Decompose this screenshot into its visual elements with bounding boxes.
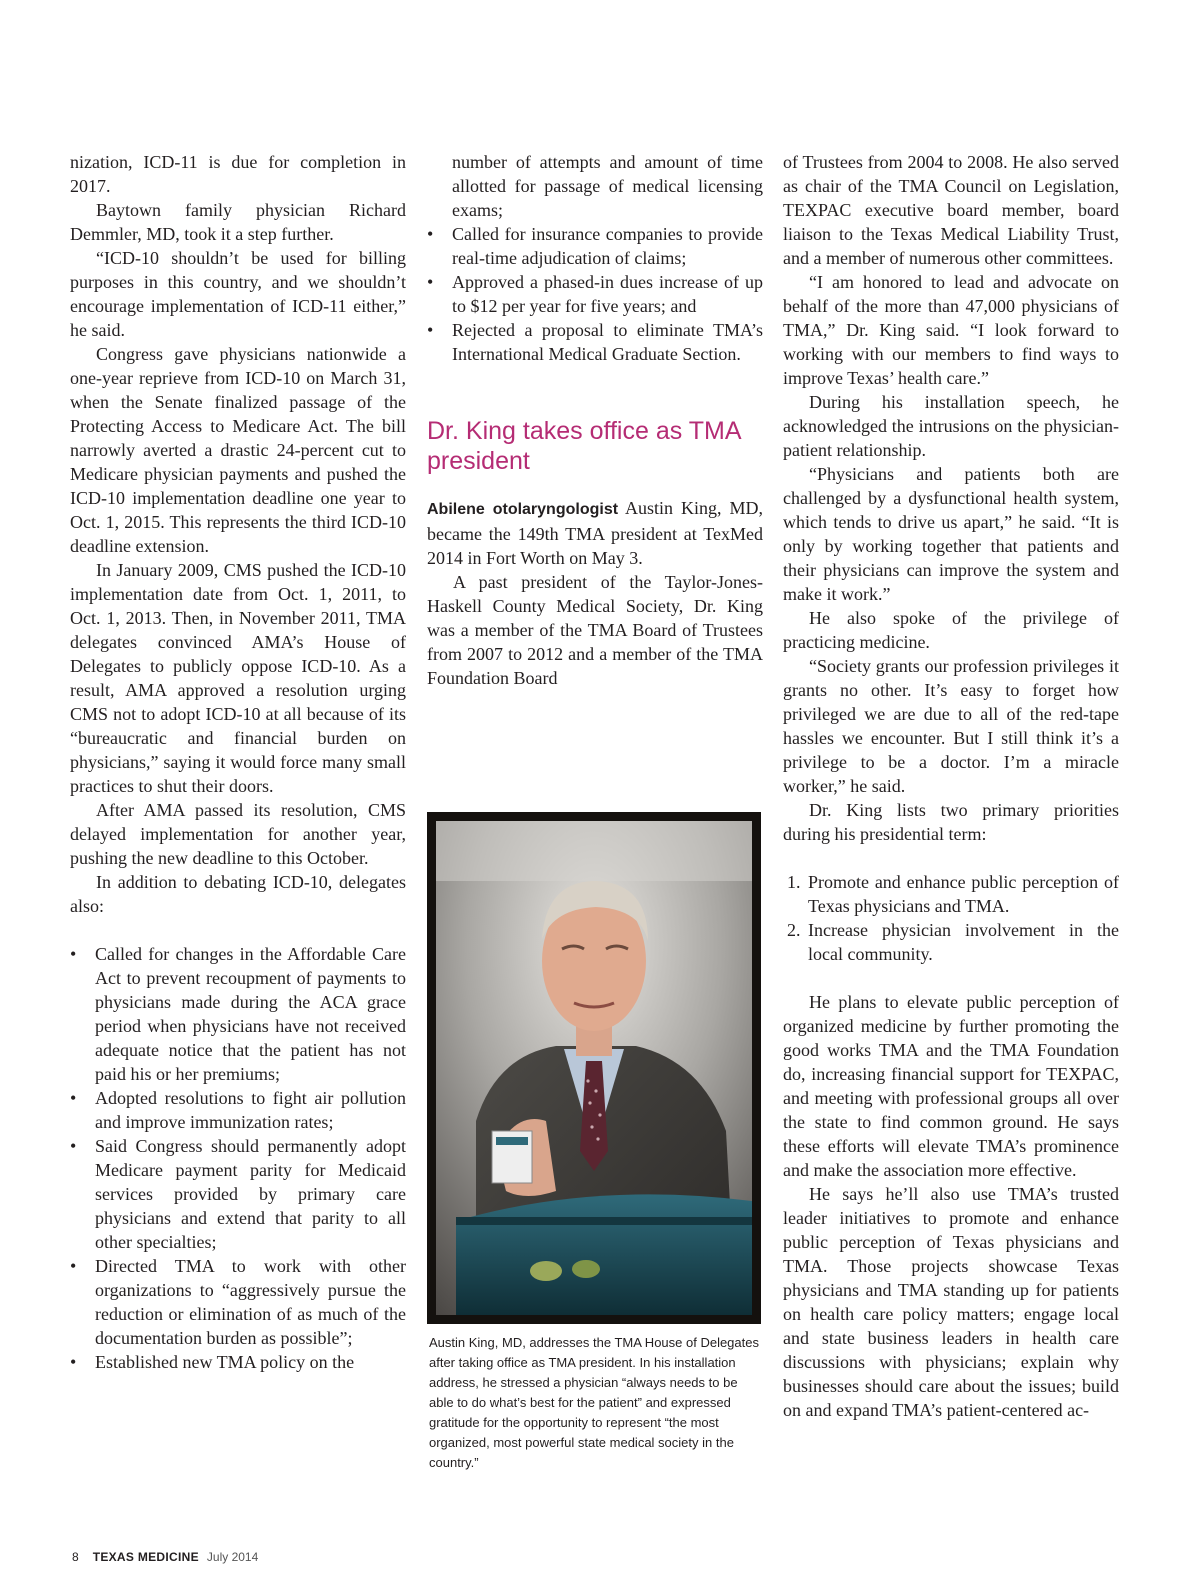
magazine-name: TEXAS MEDICINE — [92, 1550, 199, 1564]
body-paragraph: He also spoke of the privilege of practicing medicine. — [783, 608, 1119, 652]
quote-paragraph: “I am honored to lead and advocate on behalf of the more than 47,000 physicians of TMA,” Dr. King said. “I look forward to working with our members to find ways to improve Texas’ health care.” — [783, 272, 1119, 388]
page-footer — [72, 1550, 258, 1564]
photo-caption: Austin King, MD, addresses the TMA House of Delegates after taking office as TMA president. In his installation address, he stressed a physician “always needs to be able to do what’s best for the patient” and expressed gratitude for the opportunity to represent “the most organized, most powerful state medical society in the country.” — [429, 1335, 759, 1470]
list-item: • Called for insurance companies to provide real-time adjudication of claims; — [427, 222, 763, 270]
column-1 — [70, 150, 406, 1374]
list-item: • Adopted resolutions to fight air pollution and improve immunization rates; — [70, 1086, 406, 1134]
delegate-actions-list-continued — [427, 150, 763, 366]
body-paragraph: A past president of the Taylor-Jones-Haskell County Medical Society, Dr. King was a member of the TMA Board of Trustees from 2007 to 2012 and a member of the TMA Foundation Board — [427, 572, 763, 688]
list-number: 1. — [787, 872, 801, 892]
list-item: number of attempts and amount of time allotted for passage of medical licensing exams; — [452, 152, 763, 220]
lead-paragraph-text: Austin King, MD, became the 149th TMA president at TexMed 2014 in Fort Worth on May 3. — [427, 498, 763, 568]
quote-paragraph: “Society grants our profession privileges it grants no other. It’s easy to forget how privileged we are due to all of the red-tape hassles we encounter. But I still think it’s a privilege to be a doctor. I’m a miracle worker,” he said. — [783, 656, 1119, 796]
column-2 — [427, 150, 763, 690]
list-item: • Established new TMA policy on the — [70, 1350, 406, 1374]
quote-paragraph: “Physicians and patients both are challenged by a dysfunctional health system, which tends to drive us apart,” he said. “It is only by working together that patients and their physicians can improve the system and make it work.” — [783, 464, 1119, 604]
body-paragraph: In addition to debating ICD-10, delegates also: — [70, 872, 406, 916]
list-item: • Rejected a proposal to eliminate TMA’s International Medical Graduate Section. — [427, 318, 763, 366]
priorities-list — [783, 870, 1119, 966]
list-item: • Said Congress should permanently adopt Medicare payment parity for Medicaid services provided by primary care physicians and extend that parity to all other specialties; — [70, 1134, 406, 1254]
body-paragraph: In January 2009, CMS pushed the ICD-10 implementation date from Oct. 1, 2011, to Oct. 1, 2013. Then, in November 2011, TMA delegates convinced AMA’s House of Delegates to publicly oppose ICD-10. As a result, AMA approved a resolution urging CMS not to adopt ICD-10 at all because of its “bureaucratic and financial burden on physicians,” saying it would force many small practices to shut their doors. — [70, 560, 406, 796]
quote-paragraph: “ICD-10 shouldn’t be used for billing purposes in this country, and we shouldn’t encourage implementation of ICD-11 either,” he said. — [70, 248, 406, 340]
body-paragraph: Baytown family physician Richard Demmler, MD, took it a step further. — [70, 200, 406, 244]
list-item: • Approved a phased-in dues increase of up to $12 per year for five years; and — [427, 270, 763, 318]
list-text: Increase physician involvement in the local community. — [808, 920, 1119, 964]
body-paragraph — [427, 496, 763, 570]
column-3 — [783, 150, 1119, 1422]
body-paragraph: Dr. King lists two primary priorities during his presidential term: — [783, 800, 1119, 844]
list-item: • Called for changes in the Affordable Care Act to prevent recoupment of payments to physicians made during the ACA grace period when physicians have not received adequate notice that the patient has not paid his or her premiums; — [70, 942, 406, 1086]
page-number: 8 — [72, 1550, 79, 1564]
list-text: Promote and enhance public perception of Texas physicians and TMA. — [808, 872, 1119, 916]
body-paragraph: of Trustees from 2004 to 2008. He also served as chair of the TMA Council on Legislation, TEXPAC executive board member, board liaison to the Texas Medical Liability Trust, and a member of numerous other committees. — [783, 152, 1119, 268]
body-paragraph: He plans to elevate public perception of organized medicine by further promoting the good works TMA and the TMA Foundation do, increasing financial support for TEXPAC, and meeting with professional groups all over the state to find common ground. He says these efforts will elevate TMA’s prominence and make the association more effective. — [783, 992, 1119, 1180]
body-paragraph: He says he’ll also use TMA’s trusted leader initiatives to promote and enhance public perception of Texas physicians and TMA. Those projects showcase Texas physicians and TMA standing up for patients on health care policy matters; engage local and state business leaders in health care discussions with physicians; explain why businesses should care about the issues; build on and expand TMA’s patient-centered ac- — [783, 1184, 1119, 1420]
delegate-actions-list — [70, 942, 406, 1374]
list-item — [783, 918, 1119, 966]
photo-frame — [427, 812, 761, 1324]
body-paragraph: nization, ICD-11 is due for completion in 2017. — [70, 152, 406, 196]
section-heading: Dr. King takes office as TMA president — [427, 417, 741, 475]
list-number: 2. — [787, 920, 801, 940]
list-item: • Directed TMA to work with other organizations to “aggressively pursue the reduction or elimination of as much of the documentation burden as possible”; — [70, 1254, 406, 1350]
speaker-photo — [436, 821, 752, 1315]
body-paragraph: Congress gave physicians nationwide a one-year reprieve from ICD-10 on March 31, when the Senate finalized passage of the Protecting Access to Medicare Act. The bill narrowly averted a drastic 24-percent cut to Medicare physician payments and pushed the ICD-10 implementation deadline one year to Oct. 1, 2015. This represents the third ICD-10 deadline extension. — [70, 344, 406, 556]
body-paragraph: During his installation speech, he acknowledged the intrusions on the physician-patient relationship. — [783, 392, 1119, 460]
body-paragraph: After AMA passed its resolution, CMS delayed implementation for another year, pushing the new deadline to this October. — [70, 800, 406, 868]
issue-date: July 2014 — [206, 1550, 259, 1564]
lead-in: Abilene otolaryngologist — [427, 501, 619, 518]
list-item — [783, 870, 1119, 918]
